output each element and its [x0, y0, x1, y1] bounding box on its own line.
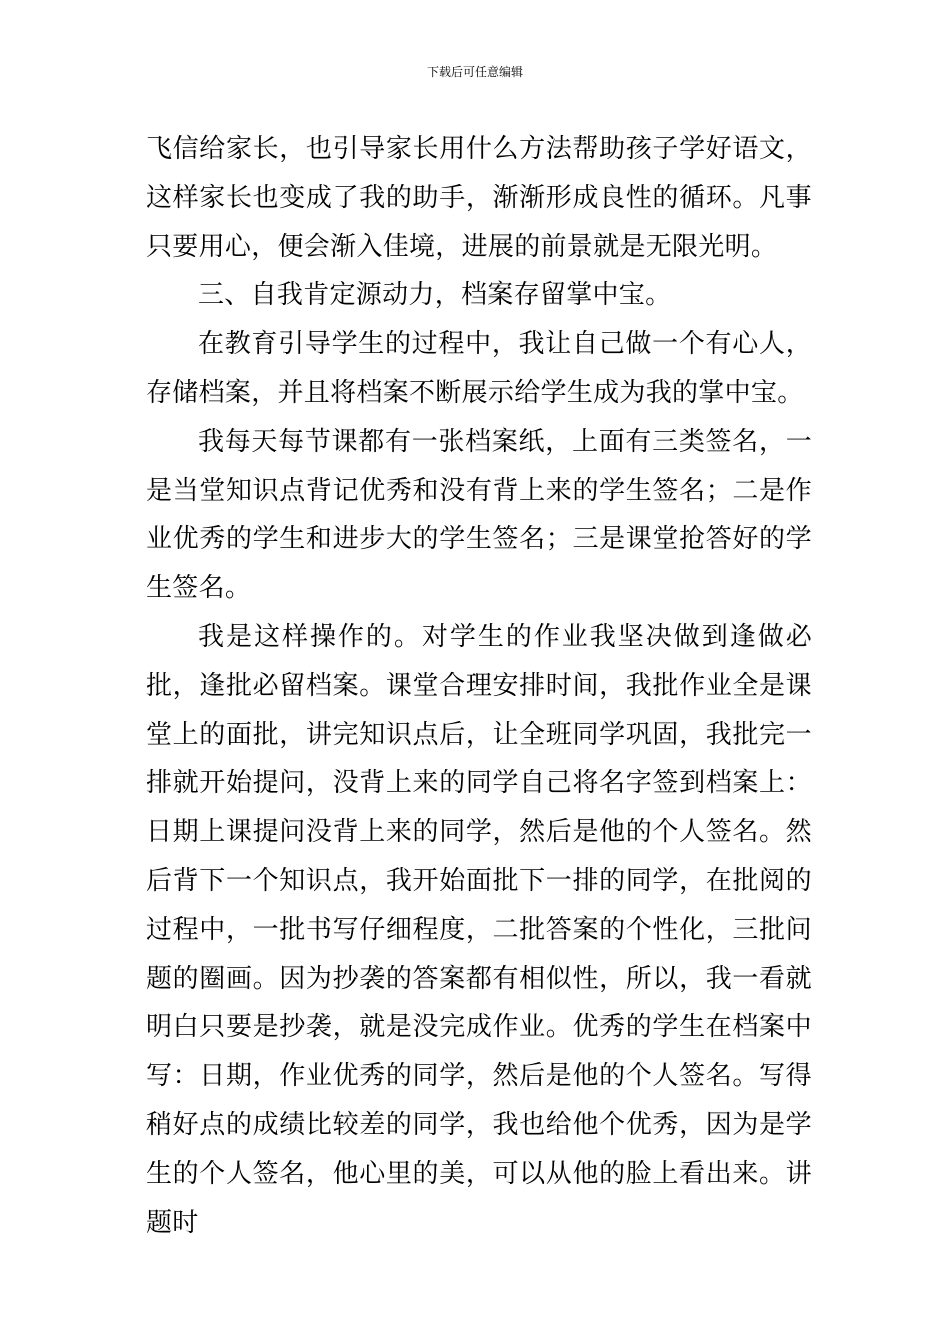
paragraph-operation: 我是这样操作的。对学生的作业我坚决做到逢做必批，逢批必留档案。课堂合理安排时间，我批作业全是课堂上的面批，讲完知识点后，让全班同学巩固，我批完一排就开始提问，没背上来的同学自己将名字签到档案上：日期上课提问没背上来的同学，然后是他的个人签名。然后背下一个知识点，我开始面批下一排的同学，在批阅的过程中，一批书写仔细程度，二批答案的个性化，三批问题的圈画。因为抄袭的答案都有相似性，所以，我一看就明白只要是抄袭，就是没完成作业。优秀的学生在档案中写：日期，作业优秀的同学，然后是他的个人签名。写得稍好点的成绩比较差的同学，我也给他个优秀，因为是学生的个人签名，他心里的美，可以从他的脸上看出来。讲题时 — [146, 621, 812, 1238]
section-heading: 三、自我肯定源动力，档案存留掌中宝。 — [198, 280, 672, 311]
page-header: 下载后可任意编辑 — [426, 65, 523, 79]
paragraph-continuation: 飞信给家长，也引导家长用什么方法帮助孩子学好语文，这样家长也变成了我的助手，渐渐形成良性的循环。凡事只要用心，便会渐入佳境，进展的前景就是无限光明。 — [146, 134, 812, 262]
document-body — [146, 125, 812, 1247]
paragraph-intro: 在教育引导学生的过程中，我让自己做一个有心人，存储档案，并且将档案不断展示给学生成为我的掌中宝。 — [146, 329, 812, 408]
paragraph-signatures: 我每天每节课都有一张档案纸，上面有三类签名，一是当堂知识点背记优秀和没有背上来的学生签名；二是作业优秀的学生和进步大的学生签名；三是课堂抢答好的学生签名。 — [146, 426, 812, 604]
